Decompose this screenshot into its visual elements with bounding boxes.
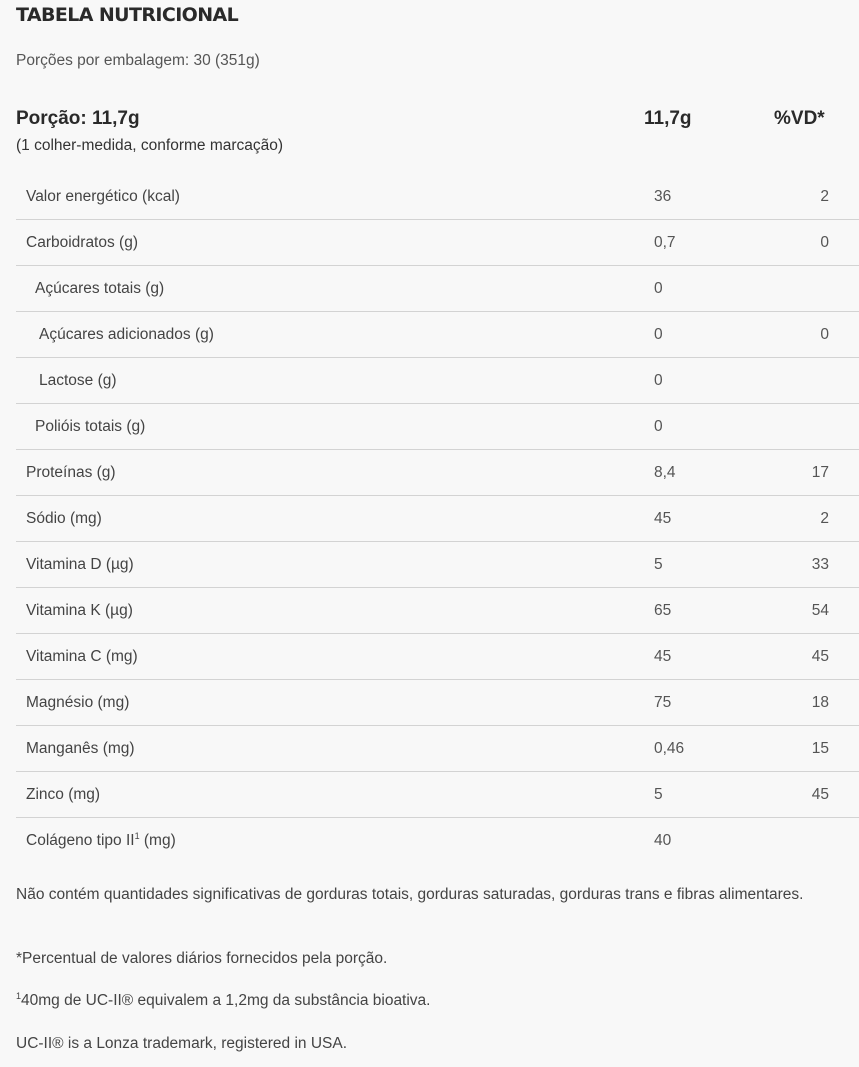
nutrient-amount: 75 bbox=[654, 694, 672, 711]
footnote-marker: 1 bbox=[134, 830, 140, 841]
nutrient-label: Vitamina C (mg) bbox=[26, 648, 138, 665]
amount-column-header: 11,7g bbox=[644, 108, 692, 129]
nutrient-vd: 2 bbox=[820, 510, 829, 527]
nutrient-amount: 0 bbox=[654, 418, 663, 435]
page-title: TABELA NUTRICIONAL bbox=[16, 4, 239, 26]
table-row bbox=[16, 266, 859, 312]
nutrient-vd: 0 bbox=[820, 234, 829, 251]
nutrient-label: Vitamina D (µg) bbox=[26, 556, 134, 573]
nutrient-label: Polióis totais (g) bbox=[35, 418, 146, 435]
table-row bbox=[16, 726, 859, 772]
nutrient-amount: 0 bbox=[654, 280, 663, 297]
nutrient-amount: 5 bbox=[654, 786, 663, 803]
portion-header bbox=[16, 108, 859, 164]
nutrient-amount: 0,7 bbox=[654, 234, 676, 251]
footnote-uc-ii bbox=[16, 990, 431, 1011]
portion-description: (1 colher-medida, conforme marcação) bbox=[16, 137, 284, 154]
nutrient-amount: 40 bbox=[654, 832, 672, 849]
nutrient-vd: 45 bbox=[811, 648, 829, 665]
footnote-uc-ii-text: 40mg de UC-II® equivalem a 1,2mg da substância bioativa. bbox=[21, 992, 431, 1009]
nutrient-label: Lactose (g) bbox=[39, 372, 117, 389]
table-row bbox=[16, 496, 859, 542]
nutrient-vd: 17 bbox=[811, 464, 829, 481]
nutrient-amount: 36 bbox=[654, 188, 672, 205]
nutrient-label: Açúcares totais (g) bbox=[35, 280, 165, 297]
nutrient-amount: 5 bbox=[654, 556, 663, 573]
table-row bbox=[16, 404, 859, 450]
nutrient-vd: 45 bbox=[811, 786, 829, 803]
table-row bbox=[16, 588, 859, 634]
nutrient-vd: 15 bbox=[811, 740, 829, 757]
nutrition-table bbox=[16, 174, 859, 863]
table-row bbox=[16, 818, 859, 863]
footnote-daily-values: *Percentual de valores diários fornecidos pela porção. bbox=[16, 950, 388, 967]
table-row bbox=[16, 634, 859, 680]
nutrient-label: Zinco (mg) bbox=[26, 786, 101, 803]
servings-per-package: Porções por embalagem: 30 (351g) bbox=[16, 52, 260, 69]
nutrient-label-unit: (mg) bbox=[139, 832, 176, 849]
vd-column-header: %VD* bbox=[774, 108, 825, 129]
nutrient-label: Manganês (mg) bbox=[26, 740, 135, 757]
footnote-trademark: UC-II® is a Lonza trademark, registered in USA. bbox=[16, 1035, 348, 1052]
table-row bbox=[16, 772, 859, 818]
nutrient-label: Carboidratos (g) bbox=[26, 234, 138, 251]
portion-label: Porção: 11,7g bbox=[16, 108, 140, 129]
nutrient-amount: 0 bbox=[654, 326, 663, 343]
nutrient-vd: 33 bbox=[811, 556, 829, 573]
nutrient-vd: 18 bbox=[811, 694, 829, 711]
table-row bbox=[16, 450, 859, 496]
footnote-marker: 1 bbox=[16, 990, 22, 1001]
nutrient-amount: 45 bbox=[654, 648, 672, 665]
table-row bbox=[16, 680, 859, 726]
nutrient-vd: 2 bbox=[820, 188, 829, 205]
nutrient-label: Magnésio (mg) bbox=[26, 694, 130, 711]
nutrient-amount: 0 bbox=[654, 372, 663, 389]
nutrient-label: Valor energético (kcal) bbox=[26, 188, 180, 205]
nutrient-amount: 8,4 bbox=[654, 464, 676, 481]
nutrient-label: Sódio (mg) bbox=[26, 510, 102, 527]
nutrient-label: Vitamina K (µg) bbox=[26, 602, 133, 619]
nutrient-label: Proteínas (g) bbox=[26, 464, 116, 481]
table-row bbox=[16, 358, 859, 404]
table-row bbox=[16, 312, 859, 358]
table-row bbox=[16, 220, 859, 266]
nutrient-amount: 0,46 bbox=[654, 740, 685, 757]
table-row bbox=[16, 174, 859, 220]
nutrient-label bbox=[26, 818, 176, 863]
nutrient-amount: 45 bbox=[654, 510, 672, 527]
nutrient-label-text: Colágeno tipo II bbox=[26, 832, 135, 849]
table-row bbox=[16, 542, 859, 588]
nutrient-amount: 65 bbox=[654, 602, 672, 619]
nutrient-vd: 0 bbox=[820, 326, 829, 343]
nutrient-label: Açúcares adicionados (g) bbox=[39, 326, 214, 343]
footnote-insignificant-amounts: Não contém quantidades significativas de gorduras totais, gorduras saturadas, gorduras trans e fibras alimentares. bbox=[16, 886, 804, 903]
nutrient-vd: 54 bbox=[811, 602, 829, 619]
